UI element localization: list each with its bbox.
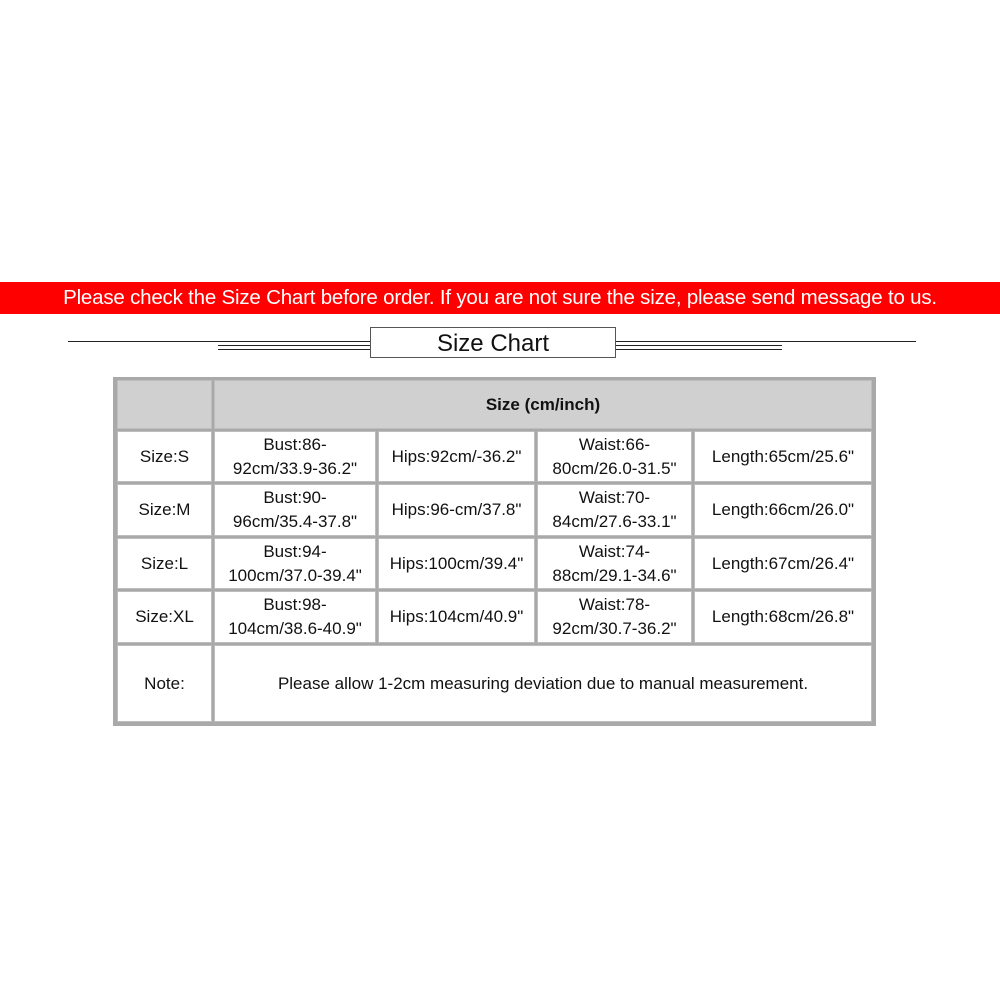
bust-line-1: Bust:86- xyxy=(263,434,327,454)
bust-line-2: 100cm/37.0-39.4" xyxy=(228,565,362,585)
page-title: Size Chart xyxy=(370,327,616,358)
title-rule-right-inner-bottom xyxy=(616,349,782,350)
title-rule-left-inner-bottom xyxy=(218,349,370,350)
table-cell-bust xyxy=(214,591,376,643)
table-cell-waist xyxy=(537,591,692,643)
table-cell-bust xyxy=(214,431,376,482)
title-rule-left-inner-top xyxy=(218,345,370,346)
notice-banner: Please check the Size Chart before order. If you are not sure the size, please send message to us. xyxy=(0,282,1000,314)
table-header-corner xyxy=(117,380,212,429)
table-note-label: Note: xyxy=(117,645,212,722)
table-cell-bust xyxy=(214,538,376,589)
table-cell-size: Size:S xyxy=(117,431,212,482)
table-note-text: Please allow 1-2cm measuring deviation due to manual measurement. xyxy=(214,645,872,722)
table-cell-waist xyxy=(537,431,692,482)
title-rule-right-outer xyxy=(616,341,916,342)
waist-line-2: 80cm/26.0-31.5" xyxy=(552,458,677,478)
bust-line-2: 96cm/35.4-37.8" xyxy=(232,512,358,531)
table-cell-size: Size:L xyxy=(117,538,212,589)
bust-line-2: 104cm/38.6-40.9" xyxy=(228,619,362,638)
waist-line-2: 88cm/29.1-34.6" xyxy=(552,565,677,585)
table-cell-size: Size:XL xyxy=(117,591,212,643)
waist-line-1: Waist:74- xyxy=(578,541,651,561)
waist-line-1: Waist:66- xyxy=(578,434,651,454)
bust-line-1: Bust:98- xyxy=(263,595,327,614)
table-cell-hips: Hips:96-cm/37.8" xyxy=(378,484,535,536)
size-table xyxy=(113,377,876,726)
table-cell-waist xyxy=(537,538,692,589)
table-cell-hips: Hips:104cm/40.9" xyxy=(378,591,535,643)
table-cell-waist xyxy=(537,484,692,536)
table-cell-length: Length:68cm/26.8" xyxy=(694,591,872,643)
waist-line-1: Waist:70- xyxy=(578,488,651,507)
table-cell-length: Length:67cm/26.4" xyxy=(694,538,872,589)
table-cell-hips: Hips:92cm/-36.2" xyxy=(378,431,535,482)
title-rule-right-inner-top xyxy=(616,345,782,346)
waist-line-2: 92cm/30.7-36.2" xyxy=(552,619,677,638)
table-cell-size: Size:M xyxy=(117,484,212,536)
table-header-size: Size (cm/inch) xyxy=(214,380,872,429)
table-cell-length: Length:65cm/25.6" xyxy=(694,431,872,482)
table-cell-hips: Hips:100cm/39.4" xyxy=(378,538,535,589)
waist-line-1: Waist:78- xyxy=(578,595,651,614)
bust-line-2: 92cm/33.9-36.2" xyxy=(232,458,358,478)
bust-line-1: Bust:90- xyxy=(263,488,327,507)
title-rule-left-outer xyxy=(68,341,370,342)
table-cell-length: Length:66cm/26.0" xyxy=(694,484,872,536)
table-cell-bust xyxy=(214,484,376,536)
waist-line-2: 84cm/27.6-33.1" xyxy=(552,512,677,531)
bust-line-1: Bust:94- xyxy=(263,541,327,561)
